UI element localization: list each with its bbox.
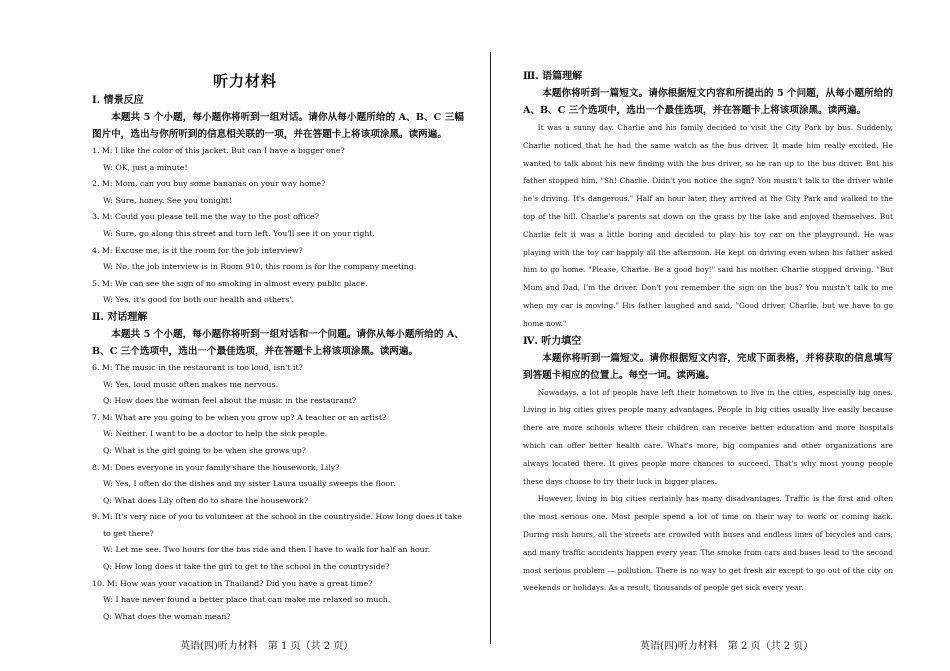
- item-5-w: W: Yes, it's good for both our health and others'.: [103, 295, 294, 305]
- section-2-instruction: 本题共 5 个小题，每小题你将听到一组对话和一个问题。请你从每小题所给的 A、B、C 三个选项中，选出一个最佳选项，并在答题卡上将该项涂黑。读两遍。: [92, 328, 464, 357]
- item-6-w: W: Yes, loud music often makes me nervous.: [103, 379, 279, 389]
- item-6-q: Q: How does the woman feel about the music in the restaurant?: [103, 396, 357, 406]
- item-10-q: Q: What does the woman mean?: [103, 611, 231, 621]
- item-5-m: 5. M: We can see the sign of no smoking in almost every public place.: [92, 278, 368, 288]
- page-title: 听力材料: [212, 72, 277, 90]
- item-8-w: W: Yes, I often do the dishes and my sister Laura usually sweeps the floor.: [103, 479, 396, 489]
- page-footer: 英语(四)听力材料 第 1 页（共 2 页）: [180, 641, 354, 652]
- section-4-instruction: 本题你将听到一篇短文。请你根据短文内容，完成下面表格，并将获取的信息填写到答题卡相应的位置上。每空一词。读两遍。: [523, 352, 893, 381]
- section-4-passage-2: However, living in big cities certainly has many disadvantages. Traffic is the first and often the most serious one. Most people spend a lot of time on their way to work or coming back. During rush hours, all the streets are crowded with buses and endless lines of bicycles and cars, and many traffic accidents happen every year. The smoke from cars and buses lead to the second most serious problem — pollution. There is no way to get fresh air except to go out of the city on weekends or holidays. As a result, thousands of people get sick every year.: [523, 494, 893, 593]
- page-1-content: [92, 92, 464, 625]
- item-2-w: W: Sure, honey. See you tonight!: [103, 195, 233, 205]
- section-3-passage: It was a sunny day. Charlie and his family decided to visit the City Park by bus. Suddenly, Charlie noticed that he had the same watch as the bus driver. It made him really excited. He wanted to talk about his new finding with the bus driver, so he ran up to the bus driver. But his father stopped him, "Sh! Charlie. Didn't you notice the sign? You mustn't talk to the driver while he's driving. It's dangerous." Half an hour later, they arrived at the City Park and walked to the top of the hill. Charlie's parents sat down on the grass by the lake and enjoyed themselves. But Charlie felt it was a little boring and decided to play his toy car on the playground. He was playing with the toy car happily all the afternoon. He kept on driving even when his father asked him to go home. "Please, Charlie. Be a good boy!" said his mother. Charlie stopped driving. "But Mum and Dad, I'm the driver. Don't you remember the sign on the bus? You mustn't talk to me when my car is moving." His father laughed and said, "Good driver, Charlie, but we have to go home now.": [523, 123, 893, 328]
- item-2-m: 2. M: Mom, can you buy some bananas on your way home?: [92, 179, 326, 189]
- page-footer: 英语(四)听力材料 第 2 页（共 2 页）: [640, 641, 814, 652]
- item-9-w: W: Let me see. Two hours for the bus ride and then I have to walk for half an hour.: [103, 545, 431, 555]
- item-6-m: 6. M: The music in the restaurant is too loud, isn't it?: [92, 362, 303, 372]
- section-1-heading: Ⅰ. 情景反应: [92, 95, 144, 106]
- item-4-m: 4. M: Excuse me, is it the room for the job interview?: [92, 245, 303, 255]
- item-7-w: W: Neither. I want to be a doctor to help the sick people.: [103, 429, 328, 439]
- item-3-m: 3. M: Could you please tell me the way to the post office?: [92, 212, 319, 222]
- page-2-content: [523, 68, 893, 597]
- item-9-q: Q: How long does it take the girl to get to the school in the countryside?: [103, 562, 390, 572]
- section-1-instruction: 本题共 5 个小题，每小题你将听到一组对话。请你从每小题所给的 A、B、C 三幅图片中，选出与你所听到的信息相关联的一项，并在答题卡上将该项涂黑。读两遍。: [92, 112, 464, 140]
- section-3-instruction: 本题你将听到一篇短文。请你根据短文内容和所提出的 5 个问题，从每小题所给的 A、B、C 三个选项中，选出一个最佳选项，并在答题卡上将该项涂黑。读两遍。: [523, 88, 893, 116]
- section-4-passage-1: Nowadays, a lot of people have left their hometown to live in the cities, especially big ones. Living in big cities gives people many advantages. People in big cities usually live easily because there are more schools where their children can receive better education and more hospitals which can offer better health care. What's more, big companies and other organizations are always located there. It gives people more chances to succeed. That's why most young people these days choose to try their luck in bigger places.: [523, 387, 893, 486]
- item-7-m: 7. M: What are you going to be when you grow up? A teacher or an artist?: [92, 412, 387, 422]
- item-1-w: W: OK, just a minute!: [103, 162, 188, 172]
- item-9-m: 9. M: It's very nice of you to volunteer at the school in the countryside. How long does it take to get there?: [92, 512, 462, 538]
- item-4-w: W: No, the job interview is in Room 910, this room is for the company meeting.: [103, 262, 417, 272]
- item-7-q: Q: What is the girl going to be when she grows up?: [103, 445, 306, 455]
- page-2: [495, 0, 950, 671]
- item-3-w: W: Sure, go along this street and turn left. You'll see it on your right.: [103, 228, 375, 238]
- section-4-heading: Ⅳ. 听力填空: [523, 335, 582, 347]
- item-10-m: 10. M: How was your vacation in Thailand? Did you have a great time?: [92, 578, 373, 588]
- section-3-heading: Ⅲ. 语篇理解: [523, 71, 583, 82]
- section-2-heading: Ⅱ. 对话理解: [92, 311, 148, 323]
- item-8-m: 8. M: Does everyone in your family share the housework, Lily?: [92, 462, 340, 472]
- page-divider: [490, 52, 491, 644]
- item-1-m: 1. M: I like the color of this jacket. But can I have a bigger one?: [92, 146, 345, 155]
- item-10-w: W: I have never found a better place that can make me relaxed so much.: [103, 595, 391, 605]
- item-8-q: Q: What does Lily often do to share the housework?: [103, 495, 309, 505]
